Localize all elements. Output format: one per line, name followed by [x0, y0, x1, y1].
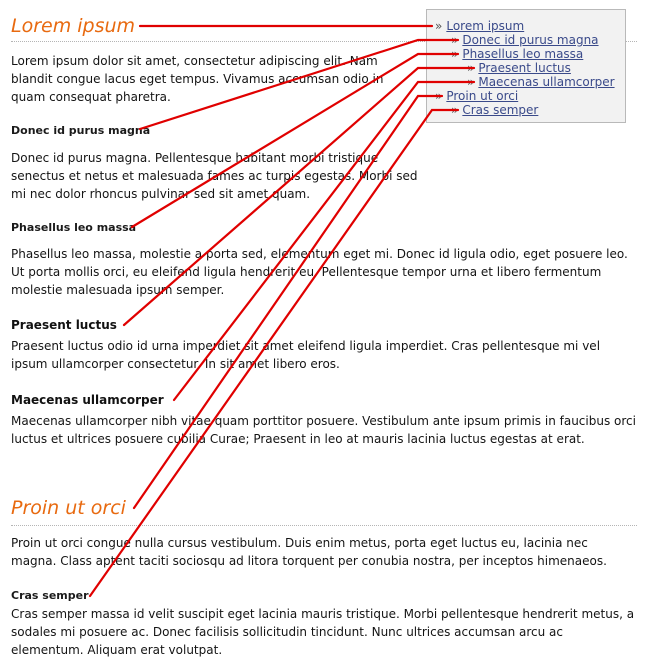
heading-proin-ut-orci: Proin ut orci [11, 497, 126, 519]
toc-item [451, 33, 599, 47]
raquo-icon: » [451, 33, 459, 47]
heading-divider [11, 525, 637, 526]
raquo-icon: » [451, 103, 459, 117]
toc-link-praesent-luctus[interactable]: Praesent luctus [478, 61, 571, 75]
raquo-icon: » [467, 75, 475, 89]
heading-cras-semper: Cras semper [11, 589, 89, 602]
toc-link-donec-id-purus-magna[interactable]: Donec id purus magna [462, 33, 599, 47]
toc-item [435, 19, 524, 33]
raquo-icon: » [467, 61, 475, 75]
raquo-icon: » [435, 89, 443, 103]
toc-item [467, 61, 571, 75]
heading-donec-id-purus-magna: Donec id purus magna [11, 124, 151, 137]
paragraph-praesent-luctus: Praesent luctus odio id urna imperdiet sit amet eleifend ligula imperdiet. Cras pellentesque mi vel ipsum ullamcorper consectetur. In sit amet libero eros. [11, 339, 601, 371]
heading-phasellus-leo-massa: Phasellus leo massa [11, 221, 137, 234]
toc-link-phasellus-leo-massa[interactable]: Phasellus leo massa [462, 47, 584, 61]
paragraph-donec-id-purus-magna: Donec id purus magna. Pellentesque habitant morbi tristique senectus et netus et malesuada fames ac turpis egestas. Morbi sed mi nec dolor rhoncus pulvinar sed sit amet quam. [11, 151, 418, 201]
paragraph-maecenas-ullamcorper: Maecenas ullamcorper nibh vitae quam porttitor posuere. Vestibulum ante ipsum primis in faucibus orci luctus et ultrices posuere cubilia Curae; Praesent in leo at mauris lacinia luctus egestas at erat. [11, 414, 636, 446]
raquo-icon: » [435, 19, 443, 33]
raquo-icon: » [451, 47, 459, 61]
paragraph-proin-ut-orci: Proin ut orci congue nulla cursus vestibulum. Duis enim metus, porta eget luctus eu, lacinia nec magna. Class aptent taciti sociosqu ad litora torquent per conubia nostra, per inceptos himenaeos. [11, 536, 607, 568]
toc-link-maecenas-ullamcorper[interactable]: Maecenas ullamcorper [478, 75, 615, 89]
heading-maecenas-ullamcorper: Maecenas ullamcorper [11, 393, 164, 407]
toc-link-proin-ut-orci[interactable]: Proin ut orci [446, 89, 519, 103]
toc-item [451, 47, 583, 61]
toc-item [467, 75, 615, 89]
paragraph-phasellus-leo-massa: Phasellus leo massa, molestie a porta sed, elementum eget mi. Donec id ligula odio, eget posuere leo. Ut porta mollis orci, eu eleifend ligula hendrerit eu. Pellentesque tempor urna et libero fermentum molestie malesuada ipsum semper. [11, 247, 628, 297]
heading-lorem-ipsum: Lorem ipsum [11, 15, 136, 37]
paragraph-cras-semper: Cras semper massa id velit suscipit eget lacinia mauris tristique. Morbi pellentesque hendrerit metus, a sodales mi posuere ac. Donec facilisis sollicitudin tincidunt. Nunc ultrices accumsan arcu ac elementum. Aliquam erat volutpat. [11, 607, 635, 657]
toc-link-lorem-ipsum[interactable]: Lorem ipsum [446, 19, 525, 33]
toc-item [435, 89, 518, 103]
toc-item [451, 103, 538, 117]
toc-link-cras-semper[interactable]: Cras semper [462, 103, 539, 117]
table-of-contents [426, 9, 626, 123]
heading-praesent-luctus: Praesent luctus [11, 318, 117, 332]
paragraph-lorem-ipsum: Lorem ipsum dolor sit amet, consectetur adipiscing elit. Nam blandit congue lacus eget tempus. Vivamus accumsan odio in quam consequat pharetra. [11, 54, 384, 104]
